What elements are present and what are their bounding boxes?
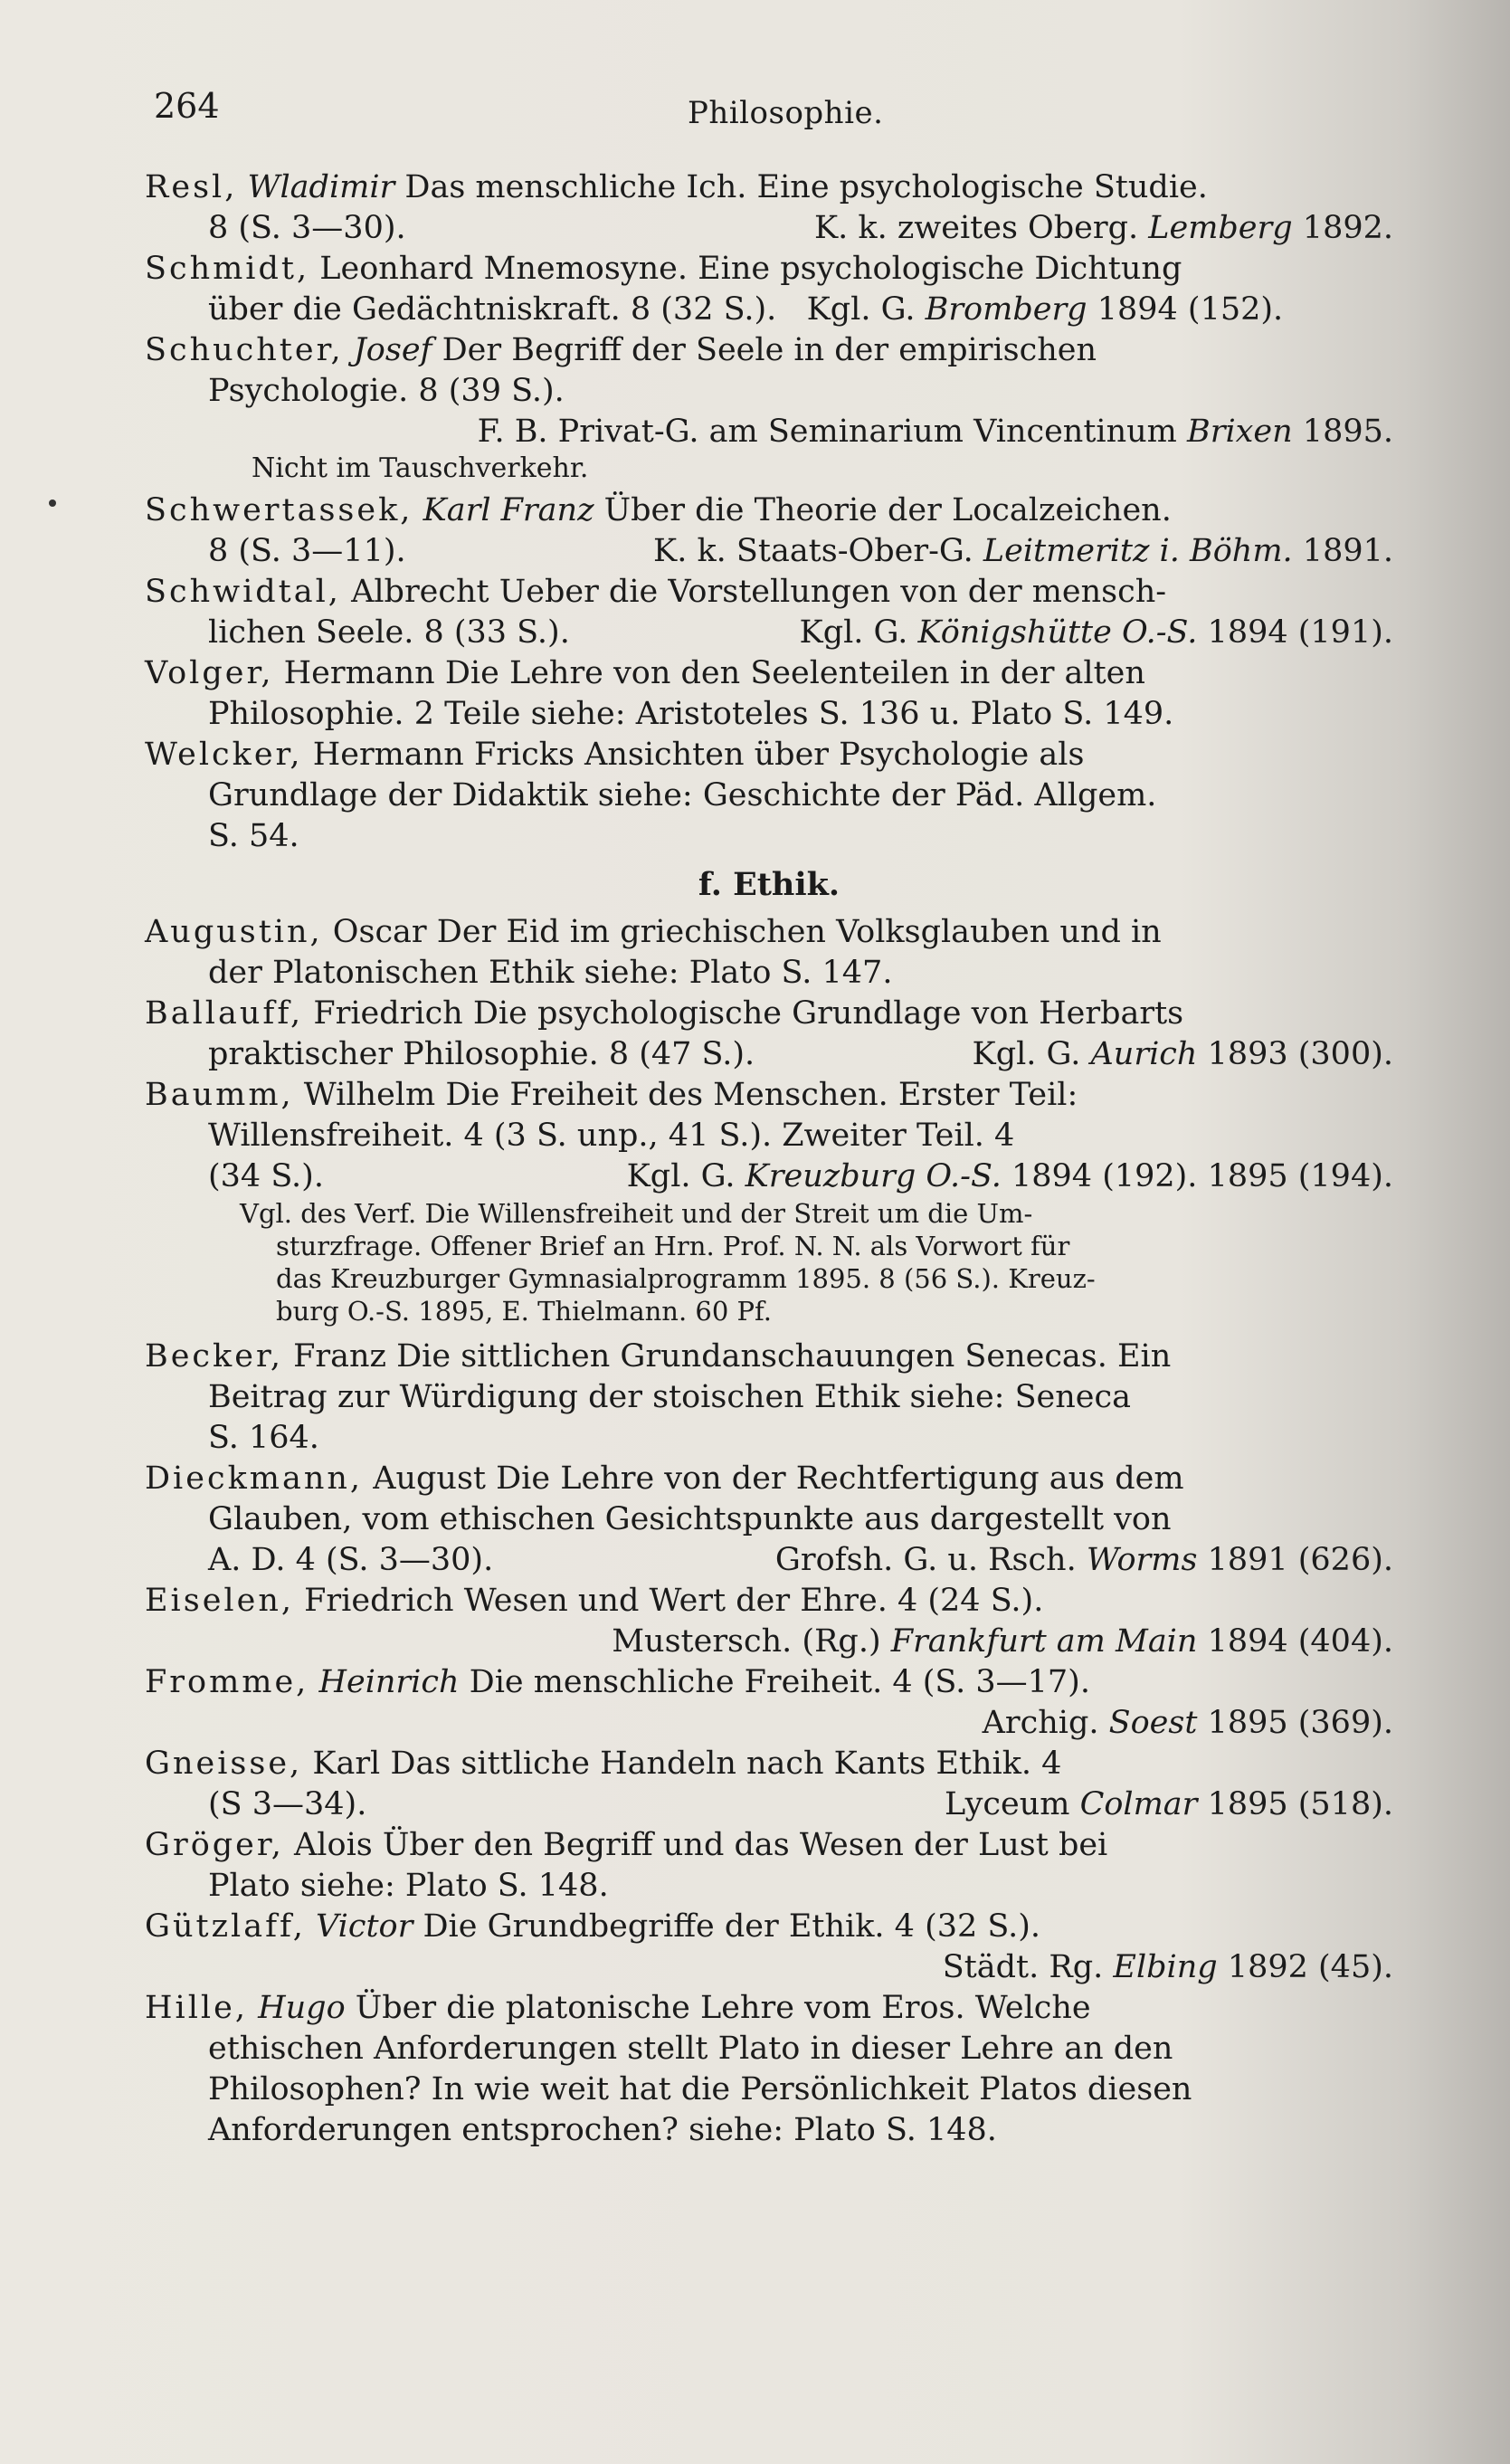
entry-resl: Resl, Wladimir Das menschliche Ich. Eine psychologische Studie. 8 (S. 3—30). K. k. zweites Oberg. Lemberg 1892. [145,169,1393,246]
entry-guetzlaff: Gützlaff, Victor Die Grundbegriffe der Ethik. 4 (32 S.). Städt. Rg. Elbing 1892 (45). [145,1908,1393,1985]
entry-becker: Becker, Franz Die sittlichen Grundanschauungen Senecas. Ein Beitrag zur Würdigung der stoischen Ethik siehe: Seneca S. 164. [145,1338,1172,1456]
entry-hille: Hille, Hugo Über die platonische Lehre vom Eros. Welche ethischen Anforderungen stellt Plato in dieser Lehre an den Philosophen? In wie weit hat die Persönlichkeit Platos diesen Anforderungen entsprochen? siehe: Plato S. 148. [145,1990,1192,2148]
section-heading-ethik: f. Ethik. [698,866,840,903]
entry-volger: Volger, Hermann Die Lehre von den Seelenteilen in der alten Philosophie. 2 Teile siehe: Aristoteles S. 136 u. Plato S. 149. [145,655,1174,732]
entry-schwertassek: Schwertassek, Karl Franz Über die Theorie der Localzeichen. 8 (S. 3—11). K. k. Staats-Ober-G. Leitmeritz i. Böhm. 1891. [145,492,1393,569]
entry-dieckmann: Dieckmann, August Die Lehre von der Rechtfertigung aus dem Glauben, vom ethischen Gesichtspunkte aus dargestellt von A. D. 4 (S. 3—30). Grofsh. G. u. Rsch. Worms 1891 (626). [145,1460,1393,1578]
entry-ballauff: Ballauff, Friedrich Die psychologische Grundlage von Herbarts praktischer Philosophie. 8 (47 S.). Kgl. G. Aurich 1893 (300). [145,995,1393,1072]
entry-gneisse: Gneisse, Karl Das sittliche Handeln nach Kants Ethik. 4 (S 3—34). Lyceum Colmar 1895 (518). [145,1746,1393,1822]
page-header [154,86,1393,140]
entry-augustin: Augustin, Oscar Der Eid im griechischen Volksglauben und in der Platonischen Ethik siehe: Plato S. 147. [145,914,1162,991]
margin-dot [49,499,56,507]
page-number: 264 [154,86,220,126]
running-title: Philosophie. [688,95,884,131]
entry-schwidtal: Schwidtal, Albrecht Ueber die Vorstellungen von der mensch- lichen Seele. 8 (33 S.). Kgl. G. Königshütte O.-S. 1894 (191). [145,574,1393,651]
entry-groeger: Gröger, Alois Über den Begriff und das Wesen der Lust bei Plato siehe: Plato S. 148. [145,1827,1108,1904]
entry-note: Vgl. des Verf. Die Willensfreiheit und der Streit um die Um- sturzfrage. Offener Brief an Hrn. Prof. N. N. als Vorwort für das Kreuzburger Gymnasialprogramm 1895. 8 (56 S.). Kreuz- burg O.-S. 1895, E. Thielmann. 60 Pf. [240,1198,1096,1327]
entry-schuchter: Schuchter, Josef Der Begriff der Seele in der empirischen Psychologie. 8 (39 S.). F. B. Privat-G. am Seminarium Vincentinum Brixen 1895. Nicht im Tauschverkehr. [145,332,1393,484]
entry-baumm: Baumm, Wilhelm Die Freiheit des Menschen. Erster Teil: Willensfreiheit. 4 (3 S. unp., 41 S.). Zweiter Teil. 4 (34 S.). Kgl. G. Kreuzburg O.-S. 1894 (192). 1895 (194). Vgl. des Verf. Die Willensfreiheit und der Streit um die Um- sturzfrage. Offener Brief an Hrn. Prof. N. N. als Vorwort für das Kreuzburger Gymnasialprogramm 1895. 8 (56 S.). Kreuz- burg O.-S. 1895, E. Thielmann. 60 Pf. [145,1077,1393,1327]
entry-schmidt: Schmidt, Leonhard Mnemosyne. Eine psychologische Dichtung über die Gedächtniskraft. 8 (32 S.). Kgl. G. Bromberg 1894 (152). [145,251,1284,328]
entry-fromme: Fromme, Heinrich Die menschliche Freiheit. 4 (S. 3—17). Archig. Soest 1895 (369). [145,1664,1393,1741]
bibliography-content [145,167,1393,2151]
entry-welcker: Welcker, Hermann Fricks Ansichten über Psychologie als Grundlage der Didaktik siehe: Geschichte der Päd. Allgem. S. 54. [145,737,1157,854]
entry-eiselen: Eiselen, Friedrich Wesen und Wert der Ehre. 4 (24 S.). Mustersch. (Rg.) Frankfurt am Main 1894 (404). [145,1583,1393,1660]
